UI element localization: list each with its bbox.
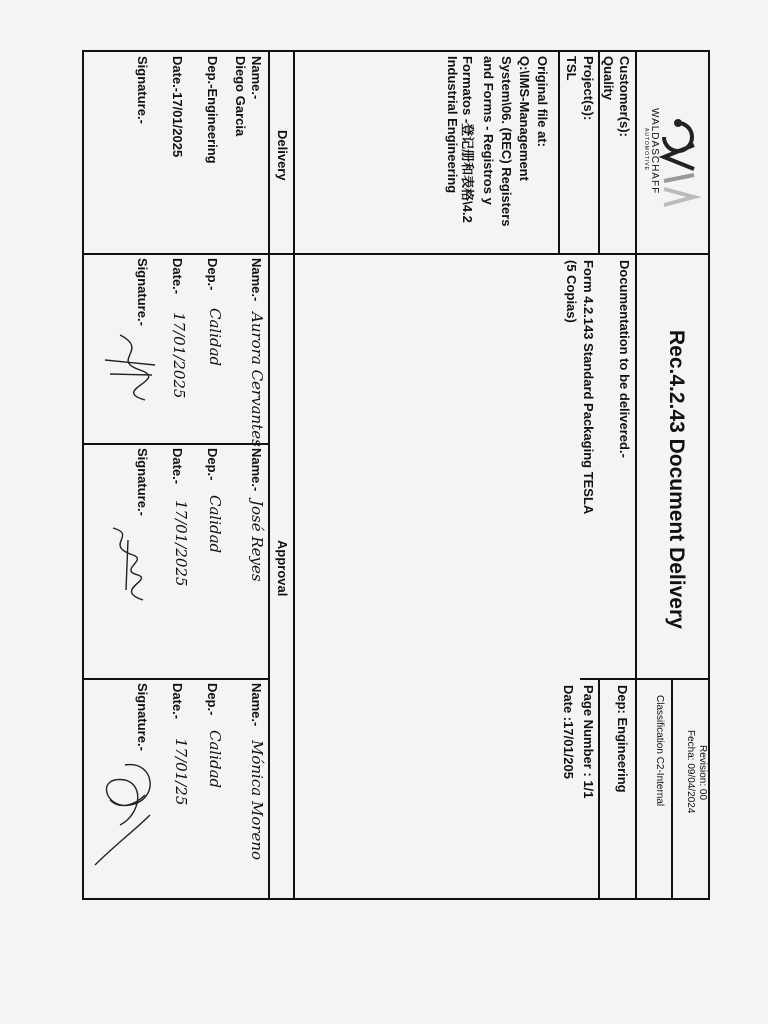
handwritten-signature-icon <box>90 755 165 875</box>
divider <box>671 678 673 900</box>
handwritten-signature-icon <box>100 330 160 420</box>
approval2-name-value: José Reyes <box>248 500 266 582</box>
documentation-line: (5 Copias) <box>564 260 579 323</box>
project-value: TSL <box>564 56 579 81</box>
divider <box>598 50 600 253</box>
approval1-dep-label: Dep.- <box>205 258 220 291</box>
original-file-line: and Forms - Registros y <box>481 56 496 205</box>
brand-subtitle: AUTOMOTIVE <box>643 128 649 171</box>
approval-heading: Approval <box>275 540 290 597</box>
approval1-name-value: Aurora Cervantes <box>248 312 266 447</box>
approval2-dep-label: Dep.- <box>205 448 220 481</box>
page-number: Page Number : 1/1 <box>581 685 596 799</box>
approval3-date-value: 17/01/25 <box>172 738 190 806</box>
delivery-heading: Delivery <box>275 130 290 181</box>
approval3-signature-label: Signature.- <box>135 683 150 751</box>
customer-label: Customer(s): <box>617 56 632 137</box>
customer-value: Quality <box>601 56 616 101</box>
delivery-name-label: Name.- <box>249 56 264 100</box>
date: Date :17/01/205 <box>561 685 576 779</box>
original-file-line: Formatos -登记册和表格\4.2 <box>460 56 475 223</box>
brand-name: WALDASCHAFF <box>649 108 660 195</box>
approval2-signature-label: Signature.- <box>135 448 150 516</box>
divider <box>293 50 295 900</box>
approval1-signature-label: Signature.- <box>135 258 150 326</box>
delivery-form <box>82 50 710 900</box>
approval3-dep-value: Calidad <box>206 730 224 789</box>
approval3-name-label: Name.- <box>249 683 264 727</box>
approval2-dep-value: Calidad <box>206 495 224 554</box>
divider <box>558 50 560 253</box>
delivery-dep: Dep.-Engineering <box>205 56 220 164</box>
documentation-label: Documentation to be delivered.- <box>617 260 632 458</box>
approval3-name-value: Mónica Moreno <box>248 740 266 861</box>
approval1-name-label: Name.- <box>249 258 264 302</box>
original-file-line: Industrial Engineering <box>445 56 460 194</box>
approval2-date-label: Date.- <box>170 448 185 485</box>
divider <box>82 253 710 255</box>
approval3-date-label: Date.- <box>170 683 185 720</box>
department: Dep: Engineering <box>615 685 630 793</box>
divider <box>637 678 710 680</box>
delivery-date: Date.-17/01/2025 <box>170 56 185 158</box>
fecha: Fecha: 09/04/2024 <box>685 730 696 814</box>
approval1-dep-value: Calidad <box>206 308 224 367</box>
divider <box>598 678 600 900</box>
approval1-date-label: Date.- <box>170 258 185 295</box>
divider <box>600 678 637 680</box>
classification: Classification C2-Internal <box>654 695 665 807</box>
divider <box>268 50 270 900</box>
approval3-dep-label: Dep.- <box>205 683 220 716</box>
approval2-name-label: Name.- <box>249 448 264 492</box>
original-file-line: System\06. (REC) Registers <box>499 56 514 227</box>
divider <box>82 443 270 445</box>
divider <box>580 678 600 680</box>
project-label: Project(s): <box>581 56 596 121</box>
documentation-line: Form 4.2.143 Standard Packaging TESLA <box>581 260 596 515</box>
delivery-name-value: Diego Garcia <box>233 56 248 137</box>
divider <box>82 678 270 680</box>
original-file-line: Q:\IMS-Management <box>517 56 532 181</box>
divider <box>635 50 637 900</box>
page-title: Rec.4.2.43 Document Delivery <box>665 330 688 629</box>
original-file-label: Original file at: <box>535 56 550 148</box>
approval1-date-value: 17/01/2025 <box>170 312 188 399</box>
handwritten-signature-icon <box>98 520 158 610</box>
approval2-date-value: 17/01/2025 <box>172 500 190 587</box>
revision: Revision: 00 <box>697 745 708 801</box>
delivery-signature-label: Signature.- <box>135 56 150 124</box>
